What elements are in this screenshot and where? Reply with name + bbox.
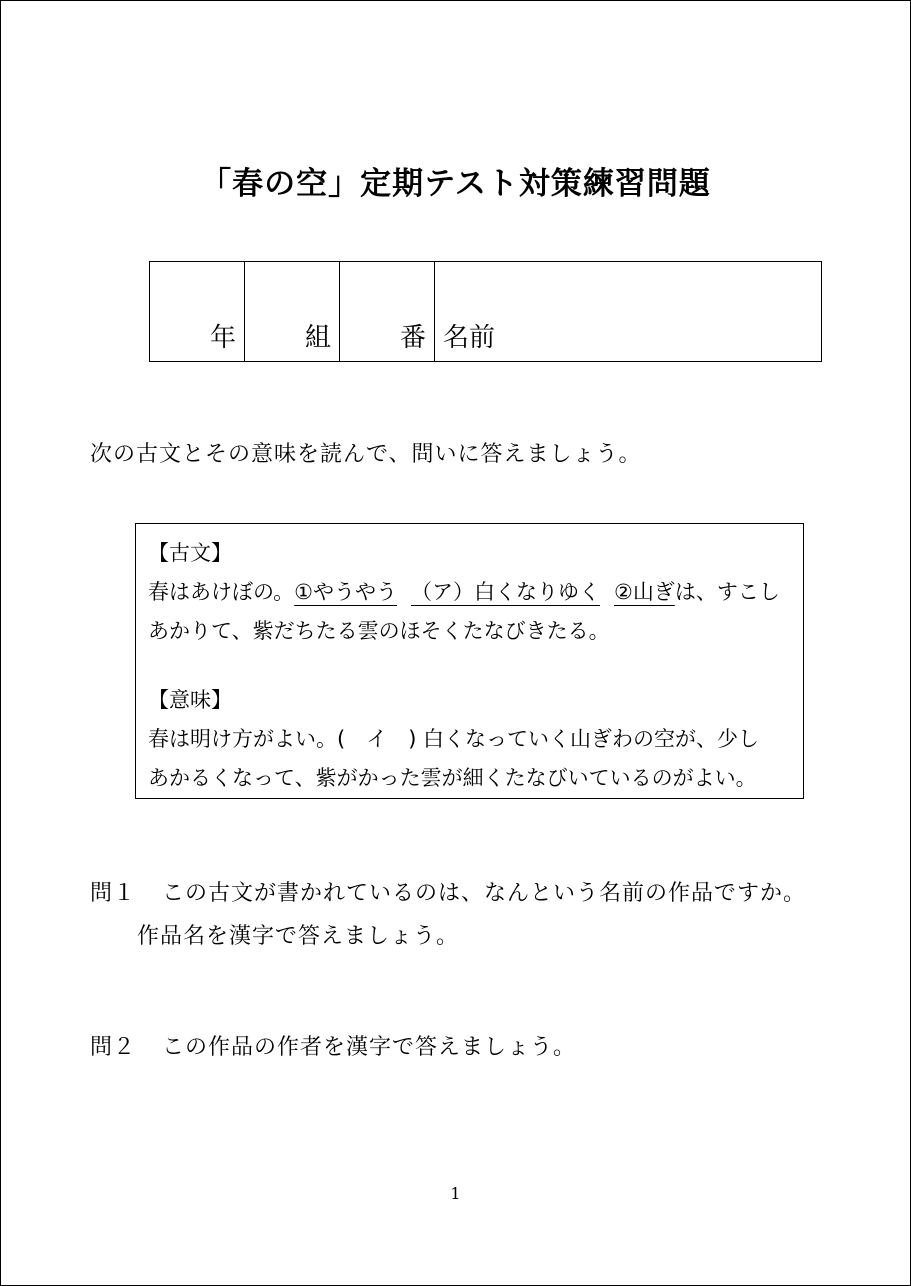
number-cell[interactable] (340, 262, 435, 362)
kobun-text: は、すこし (674, 580, 780, 604)
kobun-heading: 【古文】 (148, 541, 232, 565)
imi-line-2: あかるくなって、紫がかった雲が細くたなびいているのがよい。 (148, 766, 757, 790)
instruction-text: 次の古文とその意味を読んで、問いに答えましょう。 (90, 442, 642, 467)
class-cell[interactable] (245, 262, 340, 362)
kobun-text: 春はあけぼの。 (148, 580, 295, 604)
number-label: 番 (399, 323, 426, 353)
name-cell[interactable] (435, 262, 822, 362)
year-label: 年 (209, 323, 236, 353)
question-1 (90, 872, 806, 958)
underline-a: （ア）白くなりゆく (411, 580, 600, 604)
page-title: 「春の空」定期テスト対策練習問題 (200, 166, 711, 202)
question-2 (90, 1026, 576, 1069)
kobun-line-1 (148, 573, 791, 612)
student-info-table (149, 261, 822, 362)
question-label: 問２ (90, 1035, 137, 1060)
text-box (135, 523, 804, 799)
imi-line-1: 春は明け方がよい。( イ ) 白くなっていく山ぎわの空が、少し (148, 727, 760, 751)
question-text: この作品の作者を漢字で答えましょう。 (162, 1035, 577, 1060)
kobun-line-2: あかりて、紫だちたる雲のほそくたなびきたる。 (148, 619, 610, 643)
page-number: 1 (450, 1184, 461, 1203)
underline-2: ②山ぎ (614, 580, 675, 604)
class-label: 組 (304, 323, 331, 353)
underline-1: ①やうやう (294, 580, 397, 604)
name-label: 名前 (443, 323, 496, 353)
question-text: この古文が書かれているのは、なんという名前の作品ですか。 (162, 881, 807, 906)
question-text: 作品名を漢字で答えましょう。 (137, 924, 460, 949)
question-label: 問１ (90, 881, 137, 906)
year-cell[interactable] (150, 262, 245, 362)
imi-heading: 【意味】 (148, 688, 232, 712)
